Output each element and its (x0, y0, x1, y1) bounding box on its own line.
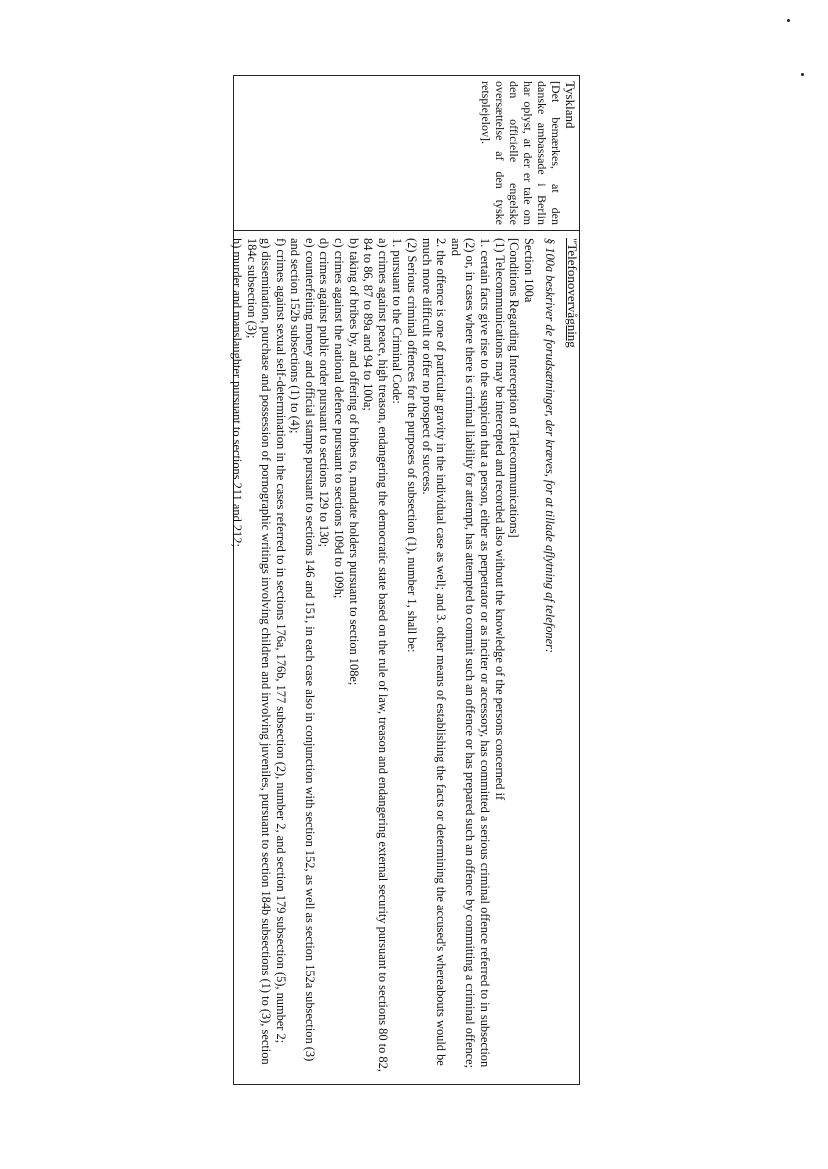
text-line: a) crimes against peace, high treason, endangering the democratic state based on the rule of law, treason and endangering external security pursuant to sections 80 to 82, 84 to 86, 87 to 89a and 94 to 100a; (361, 238, 390, 1072)
section-heading: "Telefonovervågning (565, 238, 580, 348)
text-line: h) murder and manslaughter pursuant to sections 211 and 212; (229, 238, 244, 547)
content-cell (229, 238, 580, 1078)
text-line: 1. certain facts give rise to the suspicion that a person, either as perpetrator or as inciter or accessory, has committed a serious criminal offence referred to in subsection (2) or, in cases where there is criminal liability for attempt, has attempted to commit such an offence or has prepared such an offence by committing a criminal offence; and (448, 238, 493, 1069)
table-row-divider (234, 230, 579, 231)
margin-mark-1 (787, 19, 790, 22)
text-line: c) crimes against the national defence pursuant to sections 109d to 109h; (332, 238, 347, 599)
text-line: b) taking of bribes by, and offering of bribes to, mandate holders pursuant to section 108e; (346, 238, 361, 686)
text-line: f) crimes against sexual self-determination in the cases referred to in sections 176a, 176b, 177 subsection (2), number 2, and section 179 subsection (5), number 2; (273, 238, 288, 1044)
text-line: 1. pursuant to the Criminal Code: (390, 238, 405, 404)
text-line: (2) Serious criminal offences for the purposes of subsection (1), number 1, shall be: (405, 238, 420, 653)
text-line: (1) Telecommunications may be intercepted and recorded also without the knowledge of the persons concerned if (492, 238, 507, 801)
country-cell (472, 81, 577, 225)
content-table (229, 75, 580, 1085)
section-title: Section 100a (521, 238, 536, 303)
text-line: e) counterfeiting money and official stamps pursuant to sections 146 and 151, in each case also in conjunction with section 152, as well as section 152a subsection (3) and section 152b subsections (1) to (4); (288, 238, 317, 1062)
text-line: d) crimes against public order pursuant to sections 129 to 130; (317, 238, 332, 548)
intro-text: § 100a beskriver de forudsætninger, der kræves, for at tillade aflytning af telefoner: (543, 238, 558, 654)
text-line: 2. the offence is one of particular gravity in the individual case as well; and 3. other means of establishing the facts or determining the accused's whereabouts would be much more difficult or offer no prospect of success. (419, 238, 449, 1066)
text-line: g) dissemination, purchase and possession of pornographic writings involving children and involving juveniles, pursuant to section 184b subsections (1) to (3), section 184c subsection (3); (244, 238, 274, 1065)
country-name: Tyskland (563, 81, 578, 129)
section-subtitle: [Conditions Regarding Interception of Telecommunications] (507, 238, 522, 538)
country-note: [Det bemærkes, at den danske ambassade i Berlin har oplyst, at der er tale om den officielle engelske oversættelse af den tyske retsplejelov]. (479, 81, 563, 225)
margin-mark-2 (801, 73, 804, 76)
